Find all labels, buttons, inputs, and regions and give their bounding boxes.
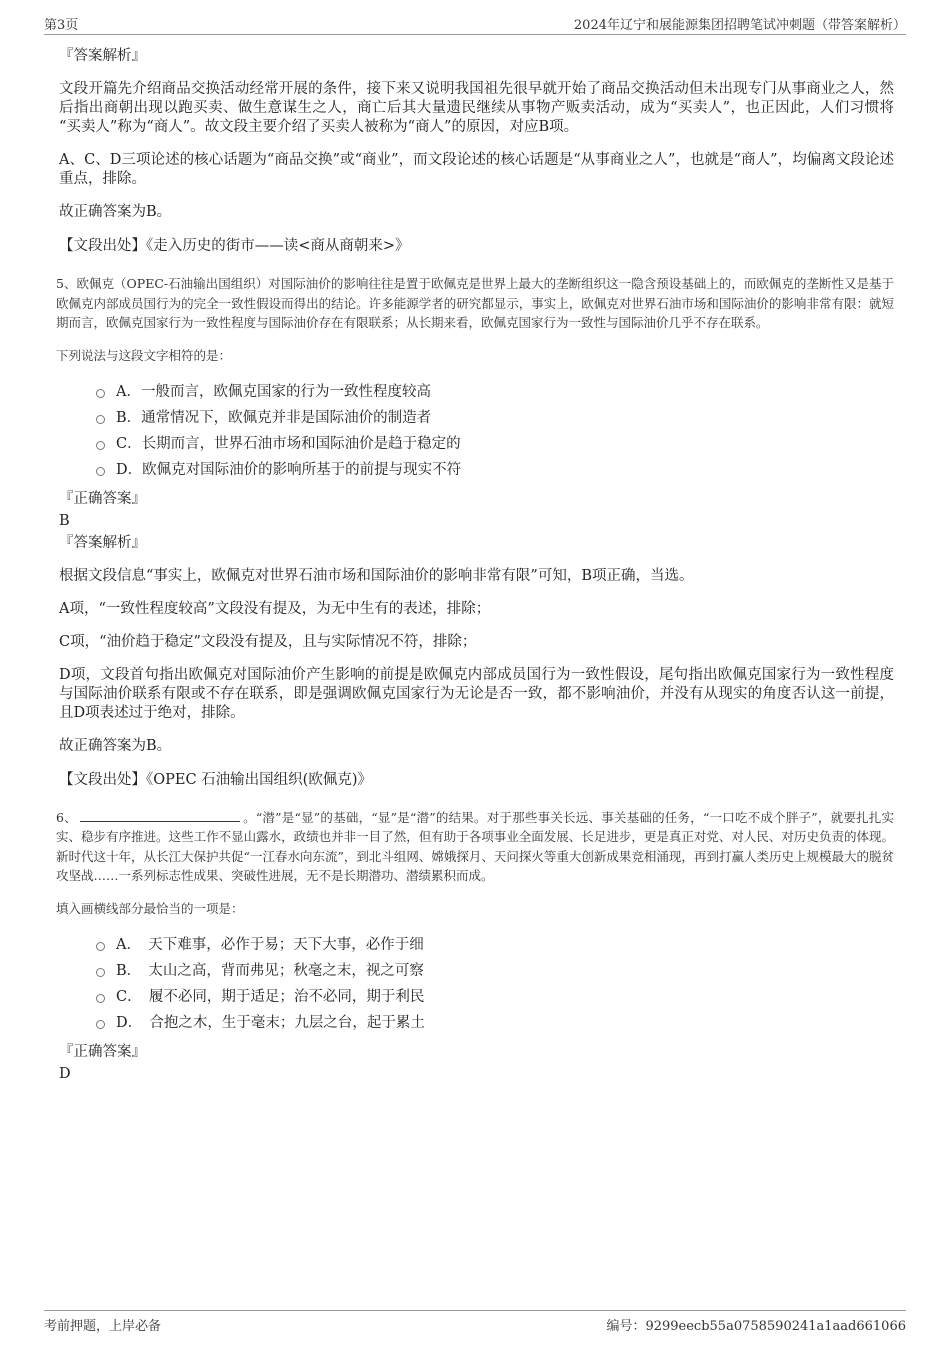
analysis-paragraph: 故正确答案为B。 [59,204,172,220]
question-6-text [56,808,894,886]
option-label: D．欧佩克对国际油价的影响所基于的前提与现实不符 [116,461,462,478]
radio-button-icon[interactable] [96,942,105,951]
analysis-paragraph: 根据文段信息“事实上，欧佩克对世界石油市场和国际油价的影响非常有限”可知，B项正确，当选。 [59,567,694,584]
question-number: 6、 [56,809,77,825]
analysis-paragraph: A项，“一致性程度较高”文段没有提及，为无中生有的表述，排除； [59,600,491,617]
page-content [56,46,894,1086]
question-5-text: 5、欧佩克（OPEC-石油输出国组织）对国际油价的影响往往是置于欧佩克是世界上最大的垄断组织这一隐含预设基础上的，而欧佩克的垄断性又是基于欧佩克内部成员国行为的完全一致性假设而得出的结论。许多能源学者的研究都显示，事实上，欧佩克对世界石油市场和国际油价的影响非常有限：就短期而言，欧佩克国家行为一致性程度与国际油价存在有限联系；从长期来看，欧佩克国家行为一致性与国际油价几乎不存在联系。 [56,276,894,330]
radio-button-icon[interactable] [96,389,105,398]
correct-answer-value: B [59,512,70,529]
radio-button-icon[interactable] [96,1020,105,1029]
option-b[interactable] [96,958,894,984]
option-label: A． 天下难事，必作于易；天下大事，必作于细 [116,936,424,953]
question-body: 。“潜”是“显”的基础，“显”是“潜”的结果。对于那些事关长远、事关基础的任务，“一口吃不成个胖子”，就要扎扎实实、稳步有序推进。这些工作不显山露水，政绩也并非一目了然，但有助于各项事业全面发展、长足进步，更是真正对党、对人民、对历史负责的体现。新时代这十年，从长江大保护共促“一江春水向东流”，到北斗组网、嫦娥探月、天问探火等重大创新成果竞相涌现，再到打赢人类历史上规模最大的脱贫攻坚战……一系列标志性成果、突破性进展，无不是长期潜功、潜绩累积而成。 [56,809,895,883]
analysis-paragraph: D项，文段首句指出欧佩克对国际油价产生影响的前提是欧佩克内部成员国行为一致性假设，尾句指出欧佩克国家行为一致性程度与国际油价联系有限或不存在联系，即是强调欧佩克国家行为无论是否一致，都不影响油价，并没有从现实的角度否认这一前提，且D项表述过于绝对，排除。 [59,666,894,721]
analysis-paragraph: C项，“油价趋于稳定”文段没有提及，且与实际情况不符，排除； [59,633,477,650]
option-label: D． 合抱之木，生于毫末；九层之台，起于累土 [116,1014,425,1031]
option-c[interactable] [96,431,894,457]
question-6-prompt: 填入画横线部分最恰当的一项是： [56,900,244,916]
page-footer [44,1310,906,1333]
source-citation: 【文段出处】《走入历史的街市——读<商从商朝来>》 [59,238,410,254]
option-b[interactable] [96,405,894,431]
footer-slogan: 考前押题，上岸必备 [44,1319,162,1334]
analysis-paragraph: A、C、D三项论述的核心话题为“商品交换”或“商业”，而文段论述的核心话题是“从事商业之人”，也就是“商人”，均偏离文段论述重点，排除。 [59,152,894,187]
document-id: 编号：9299eecb55a0758590241a1aad661066 [606,1319,906,1334]
option-label: C． 履不必同，期于适足；治不必同，期于利民 [116,988,425,1005]
radio-button-icon[interactable] [96,994,105,1003]
option-a[interactable] [96,932,894,958]
correct-answer-value: D [59,1065,71,1082]
source-citation: 【文段出处】《OPEC 石油输出国组织(欧佩克)》 [59,771,372,788]
page-header [44,12,906,35]
option-label: A．一般而言，欧佩克国家的行为一致性程度较高 [116,383,431,400]
option-label: B． 太山之高，背而弗见；秋毫之末，视之可察 [116,962,424,979]
page-number: 第3页 [44,18,79,33]
option-d[interactable] [96,1010,894,1036]
option-label: C．长期而言，世界石油市场和国际油价是趋于稳定的 [116,435,461,452]
analysis-label: 『答案解析』 [59,534,146,551]
option-d[interactable] [96,457,894,483]
radio-button-icon[interactable] [96,968,105,977]
option-a[interactable] [96,379,894,405]
radio-button-icon[interactable] [96,415,105,424]
document-title: 2024年辽宁和展能源集团招聘笔试冲刺题（带答案解析） [573,18,906,33]
analysis-paragraph: 故正确答案为B。 [59,737,172,754]
question-6-options [96,932,894,1036]
correct-answer-label: 『正确答案』 [59,490,146,507]
option-c[interactable] [96,984,894,1010]
fill-in-blank [80,809,240,822]
correct-answer-label: 『正确答案』 [59,1043,146,1060]
radio-button-icon[interactable] [96,441,105,450]
analysis-label: 『答案解析』 [59,48,146,64]
question-5-options [96,379,894,483]
option-label: B．通常情况下，欧佩克并非是国际油价的制造者 [116,409,432,426]
radio-button-icon[interactable] [96,467,105,476]
question-5-prompt: 下列说法与这段文字相符的是： [56,347,232,363]
analysis-paragraph: 文段开篇先介绍商品交换活动经常开展的条件，接下来又说明我国祖先很早就开始了商品交换活动但未出现专门从事商业之人，然后指出商朝出现以跑买卖、做生意谋生之人，商亡后其大量遗民继续从事物产贩卖活动，成为“买卖人”，也正因此，人们习惯将 “买卖人”称为“商人”。故文段主要介绍了买卖人被称为“商人”的原因，对应B项。 [59,81,894,135]
